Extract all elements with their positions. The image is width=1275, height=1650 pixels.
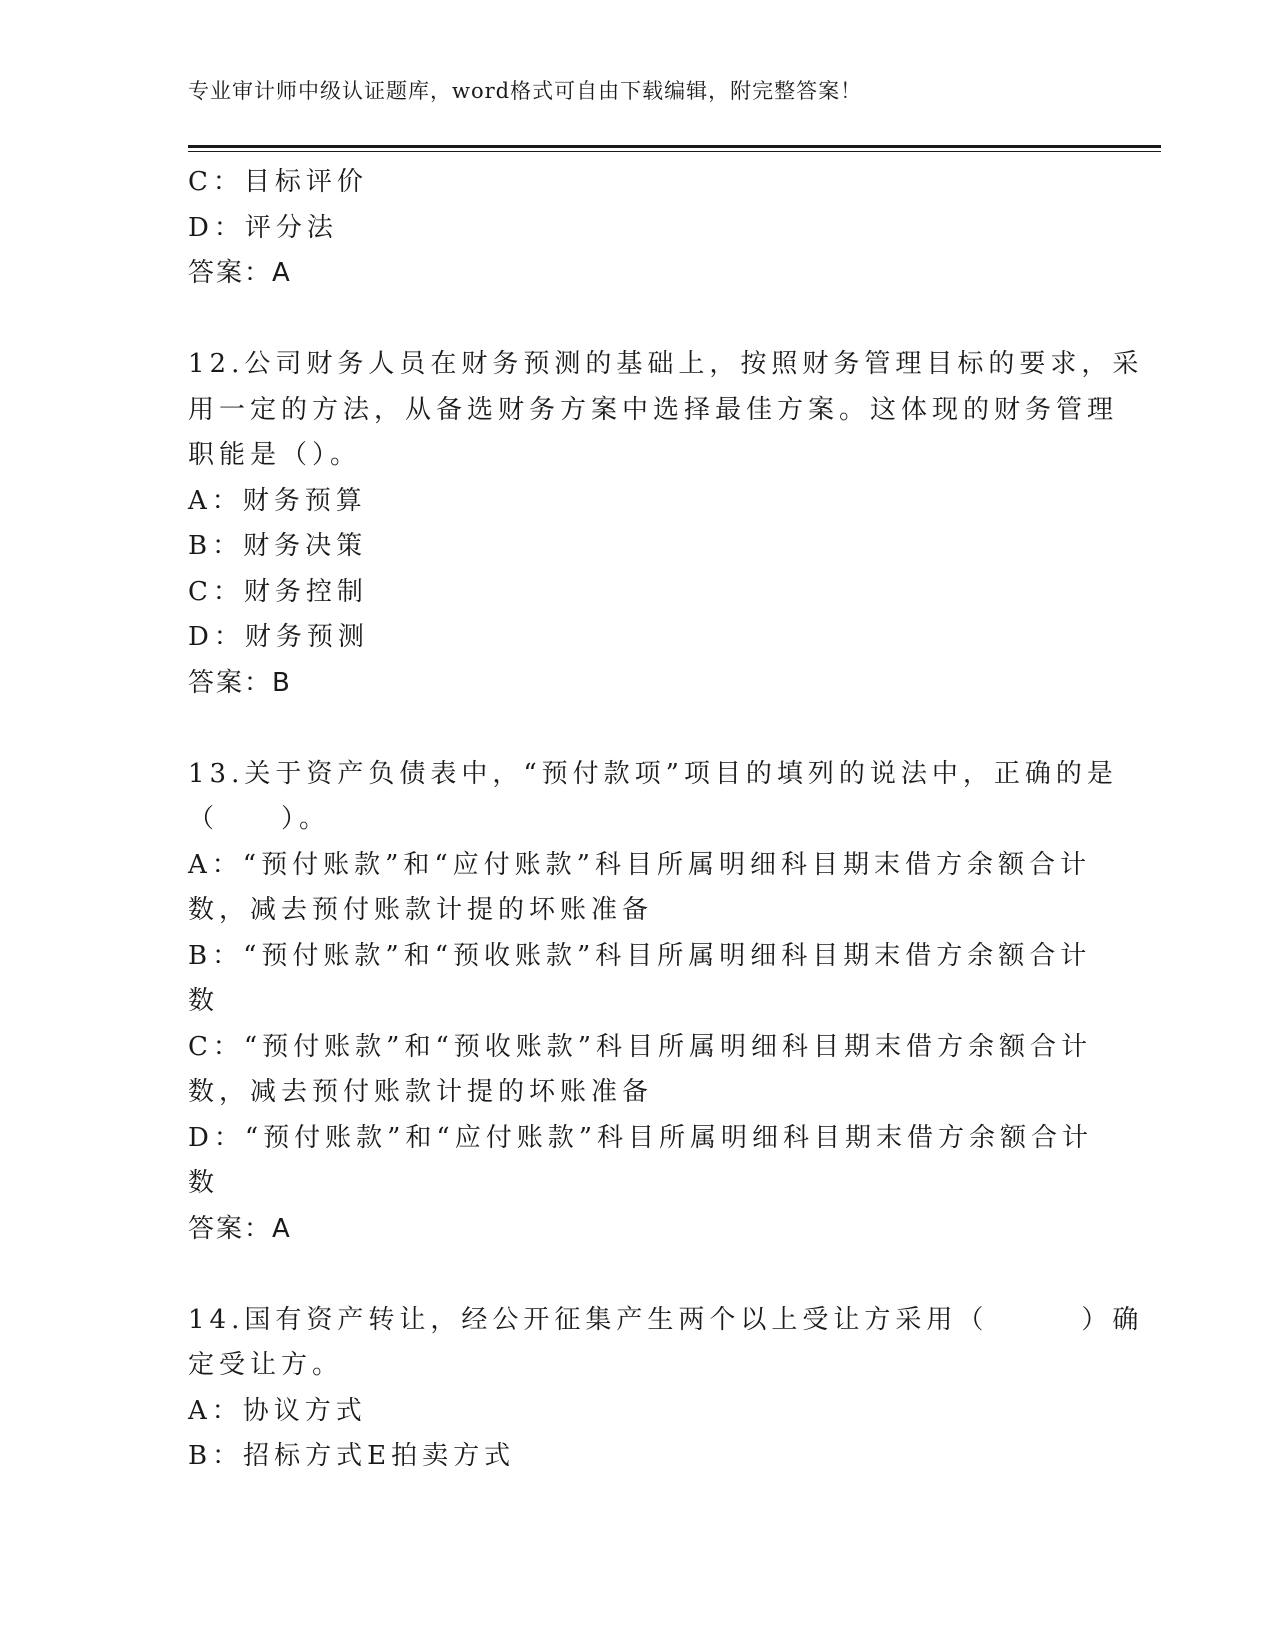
option-c: C：财务控制 — [188, 576, 368, 607]
spacer — [188, 297, 1088, 343]
option-b: B：“预付账款”和“预收账款”科目所属明细科目期末借方余额合计 — [188, 940, 1092, 971]
answer: 答案：A — [188, 258, 292, 288]
question-12 — [188, 342, 1144, 706]
header-rule-thick — [188, 145, 1161, 148]
option-d: D：评分法 — [188, 212, 338, 243]
option-a-cont: 数，减去预付账款计提的坏账准备 — [188, 895, 654, 925]
option-c-cont: 数，减去预付账款计提的坏账准备 — [188, 1077, 654, 1107]
question-13 — [188, 752, 1118, 1253]
header-rule-thin — [188, 151, 1161, 152]
option-a: A：“预付账款”和“应付账款”科目所属明细科目期末借方余额合计 — [188, 849, 1091, 880]
spacer — [188, 1252, 1088, 1298]
spacer — [188, 706, 1088, 752]
question-stem: 定受让方。 — [188, 1350, 344, 1380]
option-d: D：财务预测 — [188, 622, 369, 652]
question-14 — [188, 1298, 1144, 1480]
option-c: C：目标评价 — [188, 167, 368, 197]
answer: 答案：A — [188, 1213, 292, 1244]
page-header: 专业审计师中级认证题库，word格式可自由下载编辑，附完整答案！ — [188, 79, 863, 103]
question-stem: 用一定的方法，从备选财务方案中选择最佳方案。这体现的财务管理 — [188, 394, 1119, 425]
question-stem: 14.国有资产转让，经公开征集产生两个以上受让方采用（ ）确 — [188, 1304, 1144, 1335]
option-a: A：财务预算 — [188, 485, 367, 516]
option-c: C：“预付账款”和“预收账款”科目所属明细科目期末借方余额合计 — [188, 1031, 1093, 1062]
option-a: A：协议方式 — [188, 1395, 367, 1426]
option-d-cont: 数 — [188, 1168, 220, 1198]
option-b: B：招标方式E拍卖方式 — [188, 1441, 516, 1471]
answer: 答案：B — [188, 667, 292, 698]
question-stem: 13.关于资产负债表中，“预付款项”项目的填列的说法中，正确的是 — [188, 758, 1118, 789]
question-stem: 职能是（）。 — [188, 440, 362, 470]
option-b-cont: 数 — [188, 986, 220, 1016]
question-stem: （ ）。 — [188, 804, 331, 834]
question-stem: 12.公司财务人员在财务预测的基础上，按照财务管理目标的要求，采 — [188, 349, 1144, 379]
option-d: D：“预付账款”和“应付账款”科目所属明细科目期末借方余额合计 — [188, 1122, 1094, 1153]
option-b: B：财务决策 — [188, 531, 368, 561]
question-11 — [188, 160, 1088, 297]
question-content — [188, 160, 1144, 1480]
